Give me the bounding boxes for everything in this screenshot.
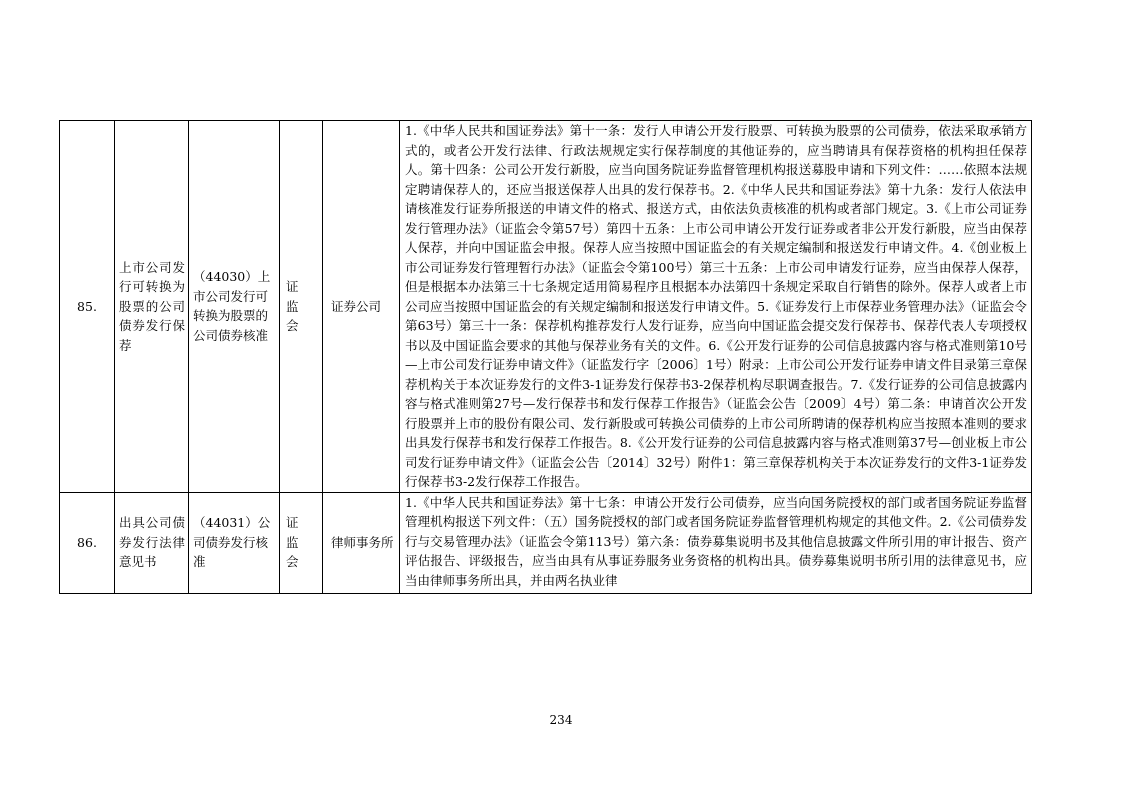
legal-basis xyxy=(400,492,1032,593)
approval-item: （44030）上市公司发行可转换为股票的公司债券核准 xyxy=(189,121,280,493)
table-row xyxy=(60,121,1032,493)
department: 证监会 xyxy=(280,492,323,593)
legal-basis xyxy=(400,121,1032,493)
legal-basis-text: 1.《中华人民共和国证券法》第十一条：发行人申请公开发行股票、可转换为股票的公司债券，依法采取承销方式的，或者公开发行法律、行政法规规定实行保荐制度的其他证券的，应当聘请具有保荐资格的机构担任保荐人。第十四条：公司公开发行新股，应当向国务院证券监督管理机构报送募股申请和下列文件：……依照本法规定聘请保荐人的，还应当报送保荐人出具的发行保荐书。2.《中华人民共和国证券法》第十九条：发行人依法申请核准发行证券所报送的申请文件的格式、报送方式，由依法负责核准的机构或者部门规定。3.《上市公司证券发行管理办法》（证监会令第57号）第四十五条：上市公司申请公开发行证券或者非公开发行新股，应当由保荐人保荐，并向中国证监会申报。保荐人应当按照中国证监会的有关规定编制和报送发行申请文件。4.《创业板上市公司证券发行管理暂行办法》（证监会令第100号）第三十五条：上市公司申请发行证券，应当由保荐人保荐，但是根据本办法第三十七条规定适用简易程序且根据本办法第四十条规定采取自行销售的除外。保荐人或者上市公司应当按照中国证监会的有关规定编制和报送发行申请文件。5.《证券发行上市保荐业务管理办法》（证监会令第63号）第三十一条：保荐机构推荐发行人发行证券，应当向中国证监会提交发行保荐书、保荐代表人专项授权书以及中国证监会要求的其他与保荐业务有关的文件。6.《公开发行证券的公司信息披露内容与格式准则第10号—上市公司发行证券申请文件》（证监发行字〔2006〕1号）附录：上市公司公开发行证券申请文件目录第三章保荐机构关于本次证券发行的文件3-1证券发行保荐书3-2保荐机构尽职调查报告。7.《发行证券的公司信息披露内容与格式准则第27号—发行保荐书和发行保荐工作报告》（证监会公告〔2009〕4号）第二条：申请首次公开发行股票并上市的股份有限公司、发行新股或可转换公司债券的上市公司所聘请的保荐机构应当按照本准则的要求出具发行保荐书和发行保荐工作报告。8.《公开发行证券的公司信息披露内容与格式准则第37号—创业板上市公司发行证券申请文件》（证监会公告〔2014〕32号）附件1：第三章保荐机构关于本次证券发行的文件3-1证券发行保荐书3-2发行保荐工作报告。 xyxy=(405,123,1027,489)
service-name: 上市公司发行可转换为股票的公司债券发行保荐 xyxy=(115,121,189,493)
row-number: 86. xyxy=(60,492,115,593)
legal-basis-clip xyxy=(405,493,1027,593)
approval-item: （44031）公司债券发行核准 xyxy=(189,492,280,593)
page-number: 234 xyxy=(549,713,573,727)
legal-basis-text: 1.《中华人民共和国证券法》第十七条：申请公开发行公司债券，应当向国务院授权的部门或者国务院证券监督管理机构报送下列文件：（五）国务院授权的部门或者国务院证券监督管理机构规定的其他文件。2.《公司债券发行与交易管理办法》（证监会令第113号）第六条：债券募集说明书及其他信息披露文件所引用的审计报告、资产评估报告、评级报告，应当由具有从事证券服务业务资格的机构出具。债券募集说明书所引用的法律意见书，应当由律师事务所出具，并由两名执业律 xyxy=(405,494,1027,588)
service-organization: 律师事务所 xyxy=(323,492,400,593)
table-row xyxy=(60,492,1032,593)
row-number: 85. xyxy=(60,121,115,493)
department: 证监会 xyxy=(280,121,323,493)
approval-items-table xyxy=(59,120,1032,594)
service-name: 出具公司债券发行法律意见书 xyxy=(115,492,189,593)
service-organization: 证券公司 xyxy=(323,121,400,493)
